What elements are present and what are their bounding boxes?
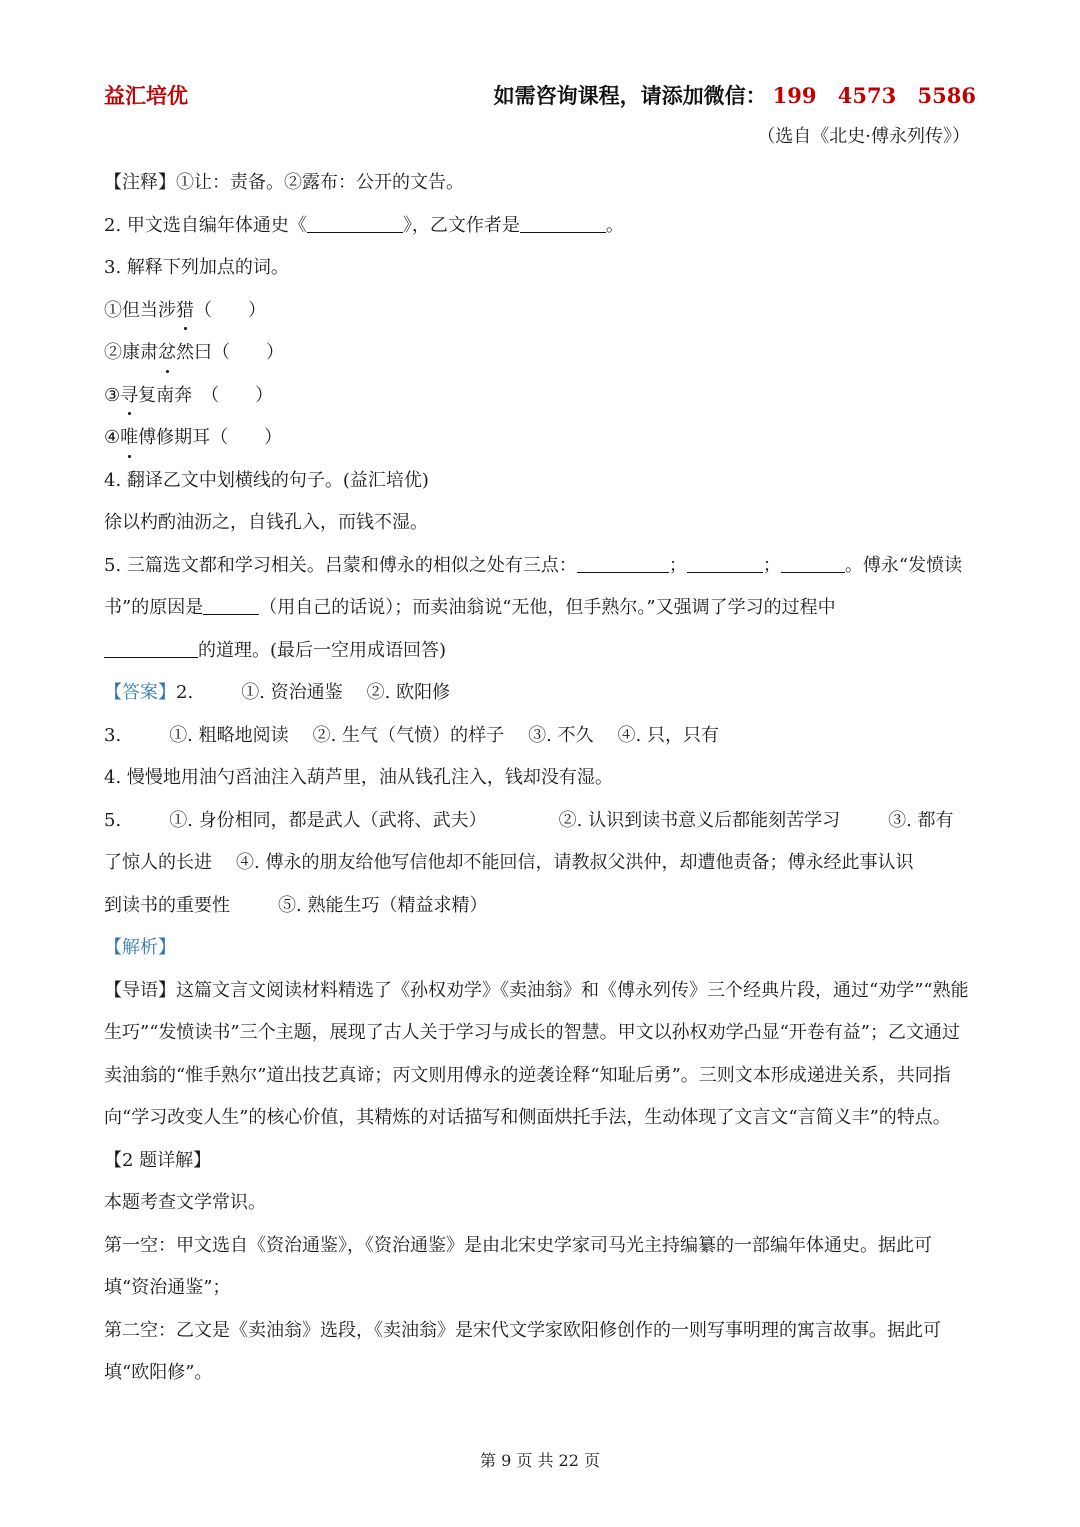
source-citation: （选自《北史·傅永列传》） (757, 126, 970, 147)
answer-5 (104, 800, 976, 928)
item-text: ③ (104, 384, 121, 406)
answer-number: 5. (104, 809, 122, 831)
analysis-label: 【解析】 (104, 937, 176, 958)
answer-blank (687, 552, 763, 573)
q2-topic: 本题考查文学常识。 (104, 1192, 266, 1213)
answer-4: 4. 慢慢地用油勺舀油注入葫芦里，油从钱孔注入，钱却没有湿。 (104, 767, 613, 788)
wechat-number: 199 4573 5586 (772, 83, 976, 108)
q2-detail-title: 【2 题详解】 (104, 1149, 212, 1171)
answer-blank (104, 637, 198, 658)
answer-number: 2. (176, 682, 194, 703)
q3-item (104, 417, 976, 460)
answer-item: ②. 欧阳修 (366, 682, 451, 703)
question-4: 4. 翻译乙文中划横线的句子。(益汇培优) (104, 469, 429, 491)
dotted-word: 唯 (120, 417, 138, 460)
question-number: 2. (104, 214, 122, 236)
answer-label: 【答案】 (104, 682, 176, 703)
answer-blank (577, 552, 669, 573)
question-2 (104, 205, 976, 248)
document-body (104, 162, 976, 1395)
answer-item: 到读书的重要性 (104, 894, 230, 916)
q4-sentence: 徐以杓酌油沥之，自钱孔入，而钱不湿。 (104, 512, 428, 533)
question-text: 的道理。(最后一空用成语回答) (198, 639, 447, 661)
answer-item: ①. 资治通鉴 (241, 682, 343, 703)
answer-item: ①. 身份相同，都是武人（武将、武夫） (169, 809, 487, 831)
item-text: ④ (104, 427, 121, 448)
answer-2 (104, 672, 976, 715)
answer-item: ③. 都有 (888, 809, 954, 831)
answer-blank (203, 594, 259, 615)
q3-item (104, 375, 976, 418)
item-text: 傅修期耳（ ） (138, 427, 283, 448)
question-3: 3. 解释下列加点的词。 (104, 257, 289, 278)
answer-item: ②. 生气（气愤）的样子 (312, 724, 505, 746)
annotation-note: 【注释】①让：责备。②露布：公开的文告。 (104, 172, 464, 193)
answer-number: 3. (104, 724, 122, 746)
question-text: 。 (605, 214, 624, 236)
q3-item (104, 332, 976, 375)
q2-blank1-explanation: 第一空：甲文选自《资治通鉴》，《资治通鉴》是由北宋史学家司马光主持编纂的一部编年体通史。据此可填“资治通鉴”； (104, 1234, 932, 1298)
answer-3 (104, 715, 976, 758)
dotted-word: 忿 (158, 332, 176, 375)
dotted-word: 猎 (176, 290, 194, 333)
answer-item: ③. 不久 (528, 724, 594, 746)
item-text: 复南奔 （ ） (138, 384, 274, 406)
contact-info (494, 80, 976, 110)
answer-item: 了惊人的长进 (104, 852, 212, 873)
question-text: （用自己的话说）；而卖油翁说“无他，但手熟尔。”又强调了学习的过程中 (259, 597, 836, 618)
answer-item: ④. 傅永的朋友给他写信他却不能回信，请教叔父洪仲，却遭他责备；傅永经此事认识 (236, 852, 914, 873)
answer-item: ①. 粗略地阅读 (169, 724, 289, 746)
question-text: 甲文选自编年体通史《 (126, 214, 307, 236)
separator: ； (762, 554, 781, 576)
answer-item: ④. 只，只有 (617, 724, 719, 746)
dotted-word: 寻 (120, 375, 138, 418)
answer-item: ⑤. 熟能生巧（精益求精） (278, 894, 488, 916)
q2-blank2-explanation: 第二空：乙文是《卖油翁》选段，《卖油翁》是宋代文学家欧阳修创作的一则写事明理的寓言故事。据此可填“欧阳修”。 (104, 1319, 941, 1383)
brand-name: 益汇培优 (104, 83, 188, 108)
analysis-intro: 【导语】这篇文言文阅读材料精选了《孙权劝学》《卖油翁》和《傅永列传》三个经典片段，通过“劝学”“熟能生巧”“发愤读书”三个主题，展现了古人关于学习与成长的智慧。甲文以孙权劝学凸显“开卷有益”；乙文通过卖油翁的“惟手熟尔”道出技艺真谛；丙文则用傅永的逆袭诠释“知耻后勇”。三则文本形成递进关系，共同指向“学习改变人生”的核心价值，其精炼的对话描写和侧面烘托手法，生动体现了文言文“言简义丰”的特点。 (104, 979, 969, 1128)
item-text: （ ） (194, 299, 266, 321)
question-text: 5. 三篇选文都和学习相关。吕蒙和傅永的相似之处有三点： (104, 554, 577, 576)
question-text: 。傅永“发愤读书”的原因是 (104, 554, 963, 618)
q3-item (104, 290, 976, 333)
answer-blank (781, 552, 845, 573)
separator: ； (668, 554, 687, 576)
answer-blank (307, 212, 403, 233)
contact-label: 如需咨询课程，请添加微信： (493, 83, 767, 108)
answer-item: ②. 认识到读书意义后都能刻苦学习 (558, 809, 841, 831)
answer-blank (520, 212, 606, 233)
item-text: 然曰（ ） (176, 342, 284, 363)
item-text: ①但当涉 (104, 299, 176, 321)
item-text: ②康肃 (104, 342, 158, 363)
page-footer: 第 9 页 共 22 页 (480, 1451, 600, 1470)
question-text: 》，乙文作者是 (402, 214, 520, 236)
question-5 (104, 545, 976, 673)
page-header (104, 80, 976, 112)
